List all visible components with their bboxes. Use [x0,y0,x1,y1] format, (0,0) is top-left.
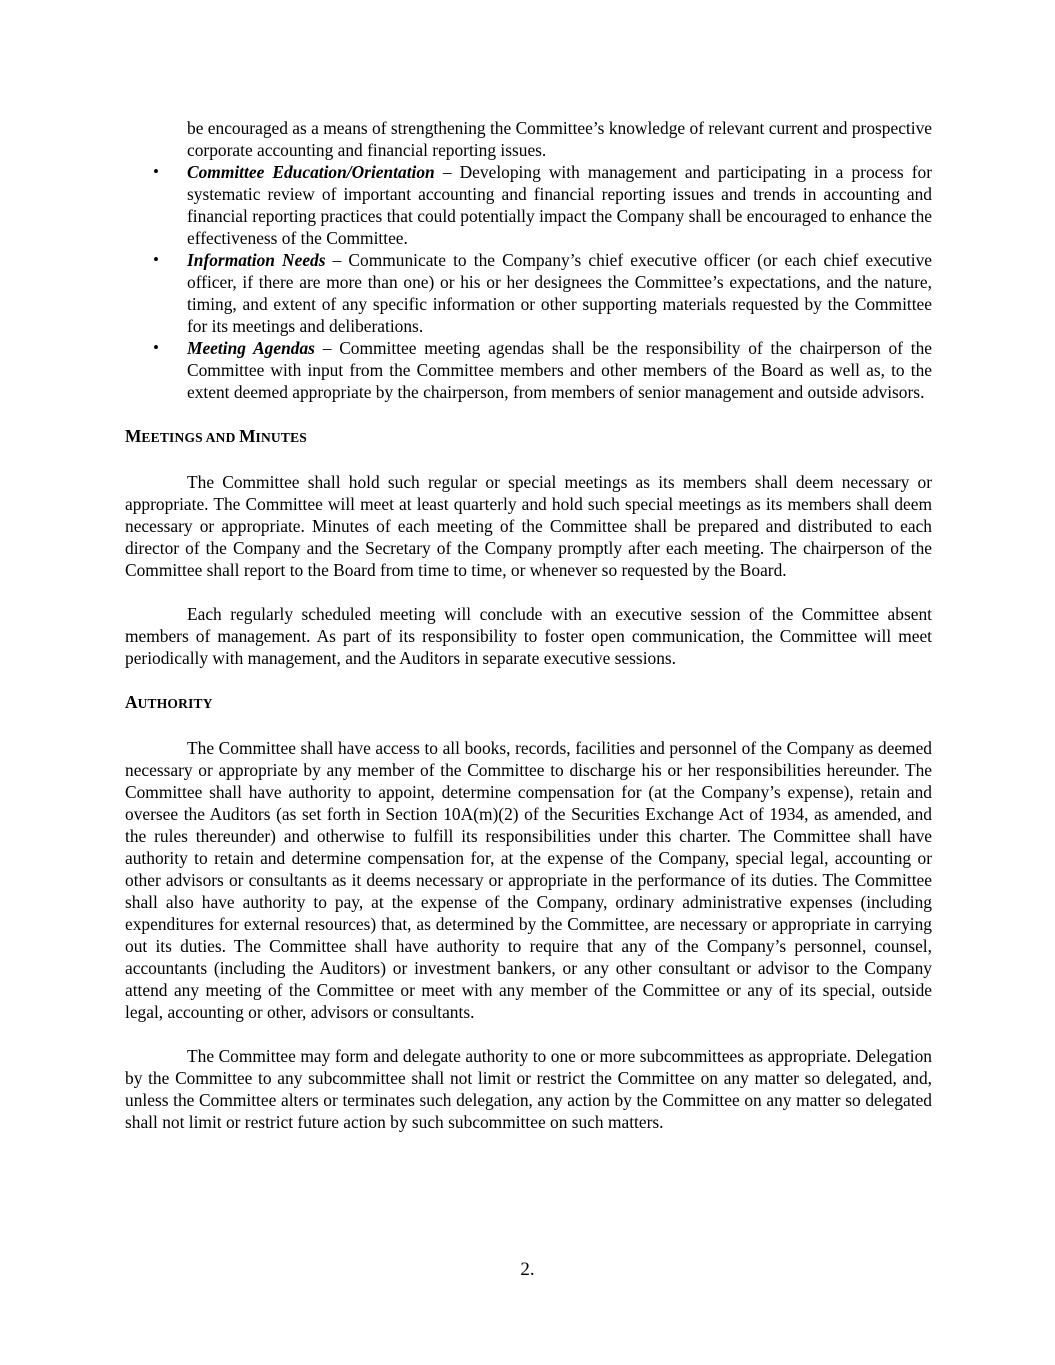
meetings-paragraph-2: Each regularly scheduled meeting will conclude with an executive session of the Committee absent members of management. As part of its responsibility to foster open communication, the Committee will meet periodically with management, and the Auditors in separate executive sessions. [125,604,932,668]
document-page [125,117,932,1155]
bullet-term: Meeting Agendas [187,338,315,358]
meetings-paragraph-1: The Committee shall hold such regular or special meetings as its members shall deem necessary or appropriate. The Committee will meet at least quarterly and hold such special meetings as its members shall deem necessary or appropriate. Minutes of each meeting of the Committee shall be prepared and distributed to each director of the Company and the Secretary of the Company promptly after each meeting. The chairperson of the Committee shall report to the Board from time to time, or whenever so requested by the Board. [125,472,932,580]
bullet-text: – Committee meeting agendas shall be the responsibility of the chairperson of the Committee with input from the Committee members and other members of the Board as well as, to the extent deemed appropriate by the chairperson, from members of senior management and outside advisors. [187,338,932,402]
authority-paragraph-1: The Committee shall have access to all books, records, facilities and personnel of the Company as deemed necessary or appropriate by any member of the Committee to discharge his or her responsibilities hereunder. The Committee shall have authority to appoint, determine compensation for (at the Company’s expense), retain and oversee the Auditors (as set forth in Section 10A(m)(2) of the Securities Exchange Act of 1934, as amended, and the rules thereunder) and otherwise to fulfill its responsibilities under this charter. The Committee shall have authority to retain and determine compensation for, at the expense of the Company, special legal, accounting or other advisors or consultants as it deems necessary or appropriate in the performance of its duties. The Committee shall also have authority to pay, at the expense of the Company, ordinary administrative expenses (including expenditures for external resources) that, as determined by the Committee, are necessary or appropriate in carrying out its duties. The Committee shall have authority to require that any of the Company’s personnel, counsel, accountants (including the Auditors) or investment bankers, or any other consultant or advisor to the Company attend any meeting of the Committee or meet with any member of the Committee or any of its special, outside legal, accounting or other, advisors or consultants. [125,738,932,1022]
bullet-dot-icon: • [153,338,159,357]
bullet-text: – Communicate to the Company’s chief executive officer (or each chief executive officer, if there are more than one) or his or her designees the Committee’s expectations, and the nature, timing, and extent of any specific information or other supporting materials requested by the Committee for its meetings and deliberations. [187,250,932,336]
bullet-dot-icon: • [153,162,159,181]
bullet-term: Information Needs [187,250,326,270]
bullet-text: – Developing with management and participating in a process for systematic review of important accounting and financial reporting issues and trends in accounting and financial reporting practices that could potentially impact the Company shall be encouraged to enhance the effectiveness of the Committee. [187,162,932,248]
bullet-term: Committee Education/Orientation [187,162,435,182]
bullet-dot-icon: • [153,250,159,269]
page-number: 2. [520,1259,535,1280]
bullet-list [125,161,932,403]
bullet-item-meeting-agendas [125,337,932,403]
bullet-item-committee-education [125,161,932,249]
authority-paragraph-2: The Committee may form and delegate authority to one or more subcommittees as appropriate. Delegation by the Committee to any subcommittee shall not limit or restrict the Committee on any matter so delegated, and, unless the Committee alters or terminates such delegation, any action by the Committee on any matter so delegated shall not limit or restrict future action by such subcommittee on such matters. [125,1046,932,1132]
section-heading-meetings-and-minutes: MEETINGS AND MINUTES [125,426,308,446]
section-heading-authority: AUTHORITY [125,692,213,712]
bullet-item-information-needs [125,249,932,337]
continued-bullet-text: be encouraged as a means of strengthening the Committee’s knowledge of relevant current and prospective corporate accounting and financial reporting issues. [187,118,932,160]
